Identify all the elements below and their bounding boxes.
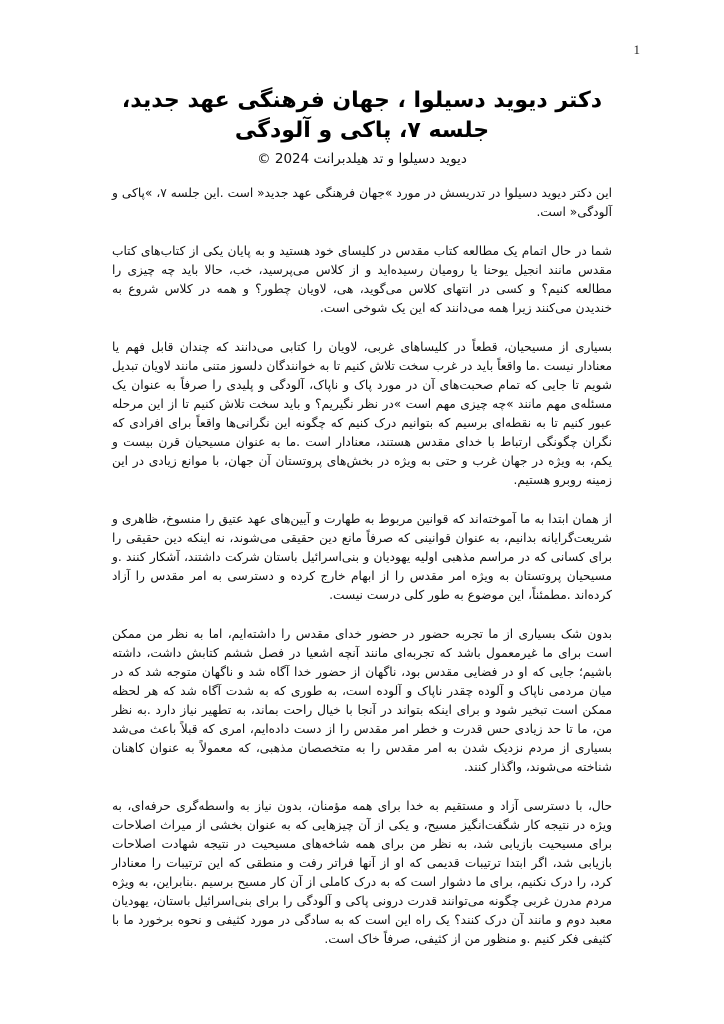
paragraph-bible-study: شما در حال اتمام یک مطالعه کتاب مقدس در کلیسای خود هستید و به پایان یکی از کتاب‌های کتاب مقدس مانند انجیل یوحنا یا رومیان رسیده‌اید و از کلاس می‌پرسید، خب، حالا باید چه چیزی را مطالعه کنیم؟ و کسی در انتهای کلاس می‌گوید، هی، لاویان چطور؟ و همه در کلاس شروع به خندیدن می‌کنند زیرا همه می‌دانند که این یک شوخی است. (112, 244, 612, 315)
paragraph-holy-presence: بدون شک بسیاری از ما تجربه حضور در حضور خدای مقدس را داشته‌ایم، اما به نظر من ممکن است برای ما غیرمعمول باشد که تجربه‌ای مانند آنچه اشعیا در فصل ششم کتابش داشت، داشته باشیم؛ جایی که او در فضایی مقدس بود، ناگهان از حضور خدا آگاه شد و ناگهان متوجه شد که در میان مردمی ناپاک و آلوده چقدر ناپاک و آلوده است، به طوری که به شدت آگاه شد که هر لحظه ممکن است تبخیر شود و برای اینکه بتواند در آنجا با خیال راحت بماند، به تطهیر نیاز دارد .به نظر من، ما تا حد زیادی حس قدرت و خطر امر مقدس را از دست داده‌ایم، امری که قبلاً باعث می‌شد بسیاری از مردم نزدیک شدن به امر مقدس را به متخصصان مذهبی، که معمولاً به عنوان کاهنان شناخته می‌شوند، واگذار کنند. (112, 627, 612, 774)
copyright-byline: دیوید دسیلوا و تد هیلدبرانت 2024 © (257, 151, 467, 167)
page-number: 1 (633, 42, 640, 57)
paragraph-intro: این دکتر دیوید دسیلوا در تدریسش در مورد »جهان فرهنگی عهد جدید« است .این جلسه ۷، »پاکی و آلودگی« است. (112, 186, 612, 219)
paragraph-western-christians: بسیاری از مسیحیان، قطعاً در کلیساهای غربی، لاویان را کتابی می‌دانند که چندان قابل فهم یا معنادار نیست .ما واقعاً باید در غرب سخت تلاش کنیم تا به خوانندگان دلسوز متنی مانند لاویان تبدیل شویم تا جایی که تمام صحبت‌های آن در مورد پاک و ناپاک، آلودگی و پلیدی را صرفاً به عنوان یک مسئله‌ی مهم مانند »چه چیزی مهم است »در نظر نگیریم؟ و باید سخت تلاش کنیم تا از این مرحله عبور کنیم تا به نقطه‌ای برسیم که بتوانیم درک کنیم که چگونه این نگرانی‌ها واقعاً برای افرادی که نگران چگونگی ارتباط با خدای مقدس هستند، معنادار است .ما به عنوان مسیحیان قرن بیست و یکم، به ویژه در جهان غرب و حتی به ویژه در بخش‌های پروتستان آن جهان، با موانع زیادی در این زمینه روبرو هستیم. (112, 340, 612, 487)
document-body (112, 184, 612, 969)
paragraph-purity-laws: از همان ابتدا به ما آموخته‌اند که قوانین مربوط به طهارت و آیین‌های عهد عتیق را منسوخ، ظاهری و شریعت‌گرایانه بدانیم، به عنوان قوانینی که صرفاً مانع دین حقیقی می‌شوند، نه اینکه دین حقیقی را برای کسانی که در مراسم مذهبی اولیه یهودیان و بنی‌اسرائیل باستان شرکت داشتند، آشکار کنند .و مسیحیان پروتستان به ویژه امر مقدس را از ابهام خارج کرده و دسترسی به امر مقدس را آزاد کرده‌اند .مطمئناً، این موضوع به طور کلی درست نیست. (112, 512, 612, 602)
paragraph-access-to-god: حال، با دسترسی آزاد و مستقیم به خدا برای همه مؤمنان، بدون نیاز به واسطه‌گری حرفه‌ای، به ویژه در نتیجه کار شگفت‌انگیز مسیح، و یکی از آن چیزهایی که به عنوان بخشی از میراث اصلاحات برای مسیحیت بازیابی شد، به نظر من برای همه شاخه‌های مسیحیت در نتیجه شهادت اصلاحات بازیابی شد، اگر ابتدا ترتیبات قدیمی که او از آنها فراتر رفت و منطقی که این ترتیبات را معنادار کرد، را درک نکنیم، برای ما دشوار است که به درک کاملی از آن کار مسیح برسیم .بنابراین، به ویژه مردم مدرن غربی چگونه می‌توانند قدرت درونی پاکی و آلودگی را برای بنی‌اسرائیل باستان، یهودیان معبد دوم و مانند آن درک کنند؟ یک راه این است که به سادگی در مورد کثیفی و نحوه برخورد ما با کثیفی فکر کنیم .و منظور من از کثیفی، صرفاً خاک است. (112, 799, 612, 946)
document-title: دکتر دیوید دسیلوا ، جهان فرهنگی عهد جدید، جلسه ۷، پاکی و آلودگی (121, 88, 603, 143)
